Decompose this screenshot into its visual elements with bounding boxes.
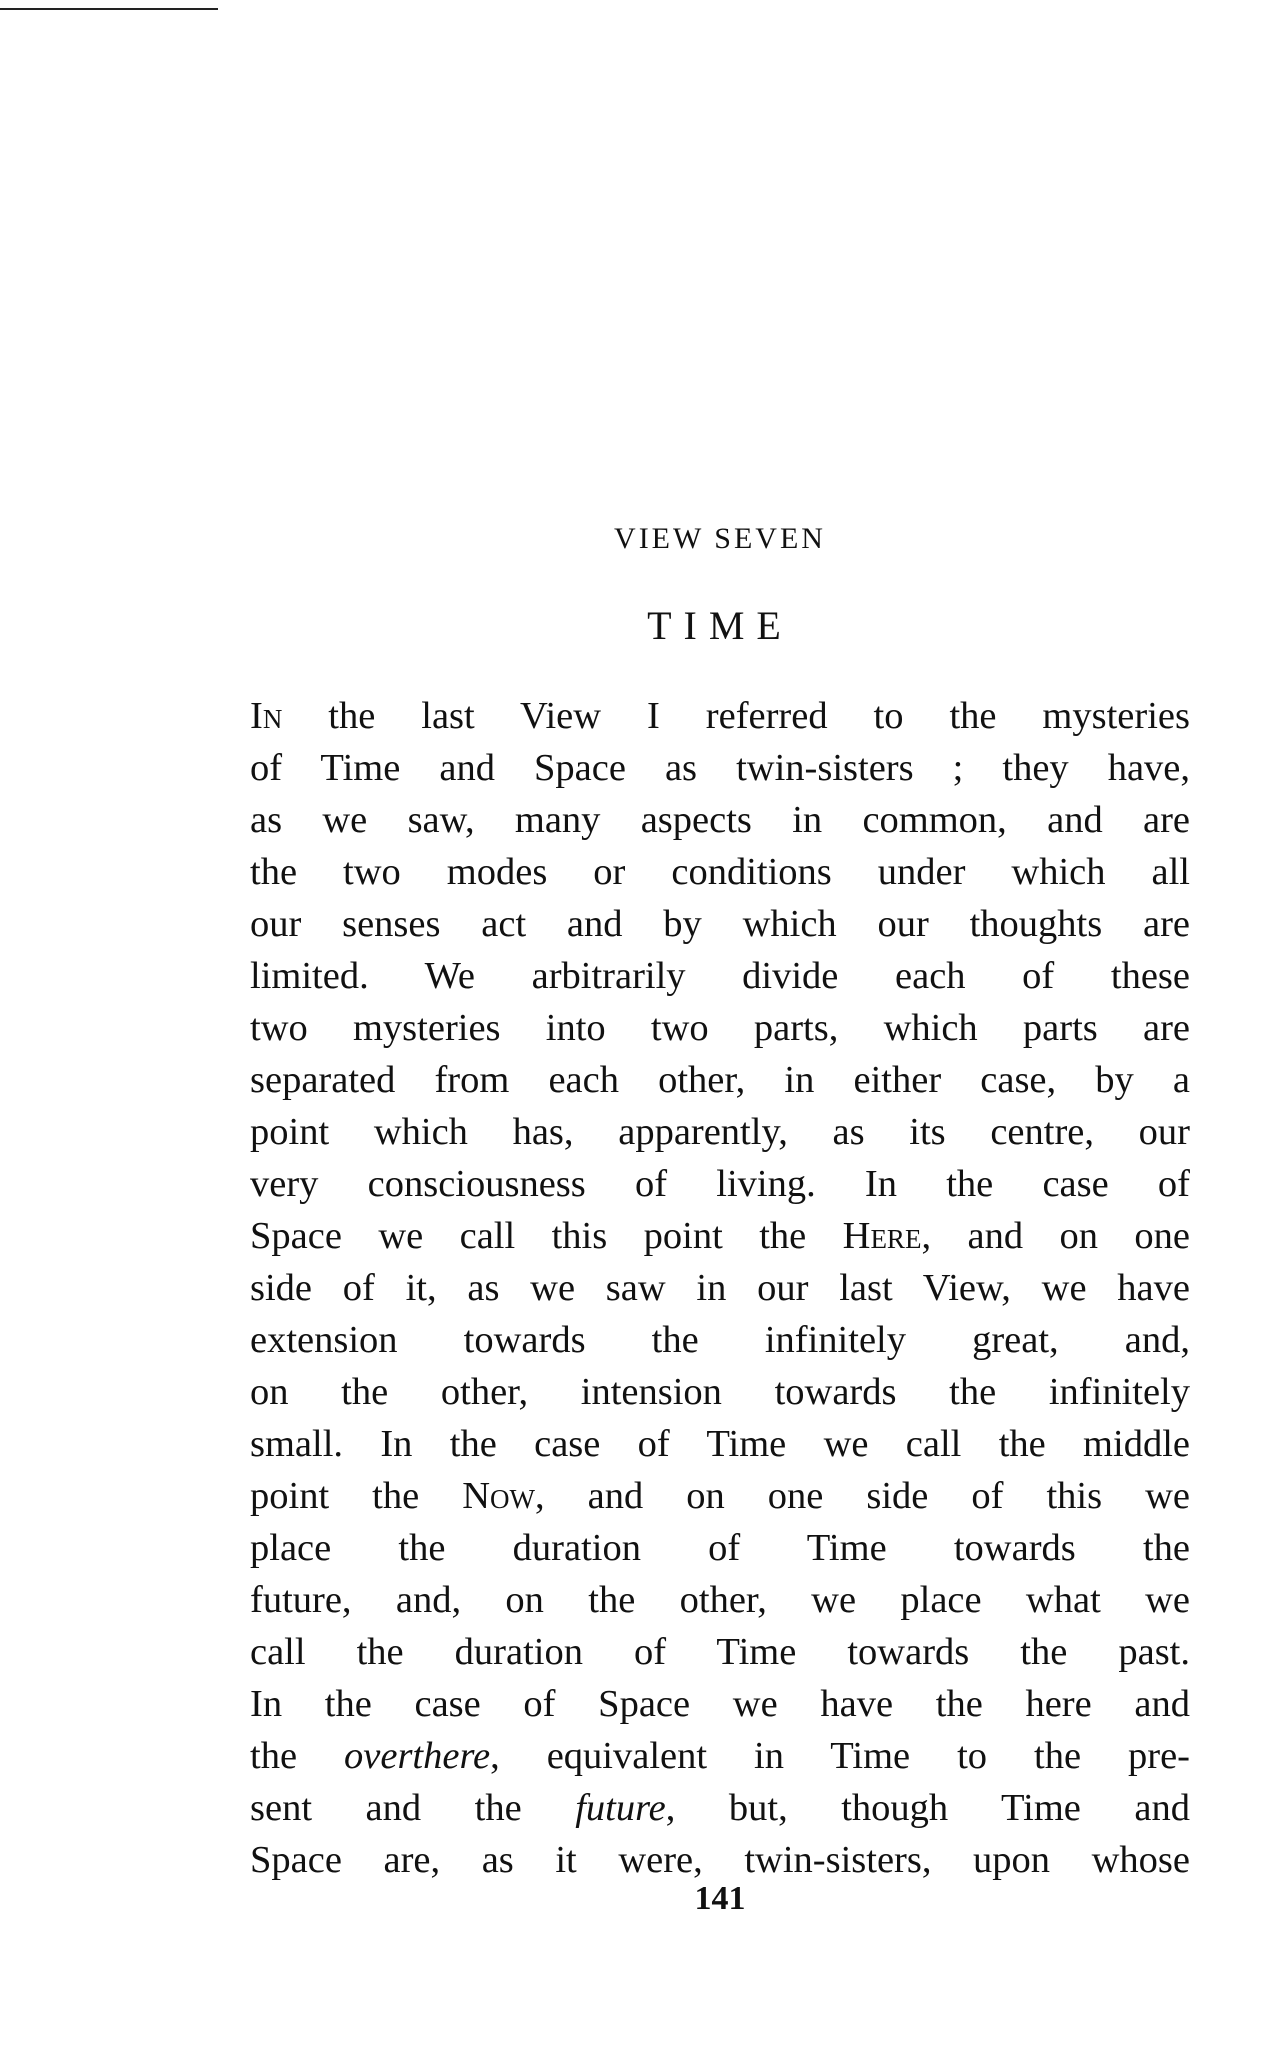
section-label: VIEW SEVEN	[614, 522, 826, 555]
text-line: very consciousness of living. In the case of	[250, 1163, 1190, 1205]
text-line: side of it, as we saw in our last View, we have	[250, 1267, 1190, 1309]
text-line: sent and the future, but, though Time and	[250, 1787, 1191, 1829]
chapter-title: TIME	[647, 603, 793, 648]
now-term: Now	[462, 1475, 535, 1517]
text-line: as we saw, many aspects in common, and are	[250, 799, 1190, 841]
text-line: on the other, intension towards the infinitely	[250, 1371, 1190, 1413]
text-line: the two modes or conditions under which all	[250, 851, 1190, 893]
text-line: two mysteries into two parts, which parts are	[250, 1007, 1190, 1049]
text-line: In the case of Space we have the here and	[250, 1683, 1190, 1725]
text-line: place the duration of Time towards the	[250, 1527, 1190, 1569]
text-line: point the Now, and on one side of this we	[250, 1475, 1190, 1517]
overthere-term: overthere	[344, 1735, 491, 1777]
here-term: Here	[842, 1215, 922, 1257]
text-line: call the duration of Time towards the past.	[250, 1631, 1190, 1673]
text-line: separated from each other, in either case, by a	[250, 1059, 1190, 1101]
top-rule	[0, 8, 218, 10]
text-line: the overthere, equivalent in Time to the pre-	[250, 1735, 1190, 1777]
drop-word: In	[250, 695, 283, 737]
text-line: limited. We arbitrarily divide each of these	[250, 955, 1190, 997]
text-line: of Time and Space as twin-sisters ; they have,	[250, 747, 1190, 789]
text-line: point which has, apparently, as its centre, our	[250, 1111, 1190, 1153]
text-line: In the last View I referred to the mysteries	[250, 695, 1190, 737]
text-line: Space are, as it were, twin-sisters, upon whose	[250, 1839, 1190, 1881]
text-line: extension towards the infinitely great, and,	[250, 1319, 1190, 1361]
body-paragraph	[250, 690, 1190, 1886]
page-number: 141	[694, 1880, 746, 1917]
text-line: our senses act and by which our thoughts are	[250, 903, 1190, 945]
text-line: small. In the case of Time we call the middle	[250, 1423, 1190, 1465]
text-line: Space we call this point the Here, and on one	[250, 1215, 1190, 1257]
future-term: future	[575, 1787, 666, 1829]
text-line: future, and, on the other, we place what we	[250, 1579, 1190, 1621]
